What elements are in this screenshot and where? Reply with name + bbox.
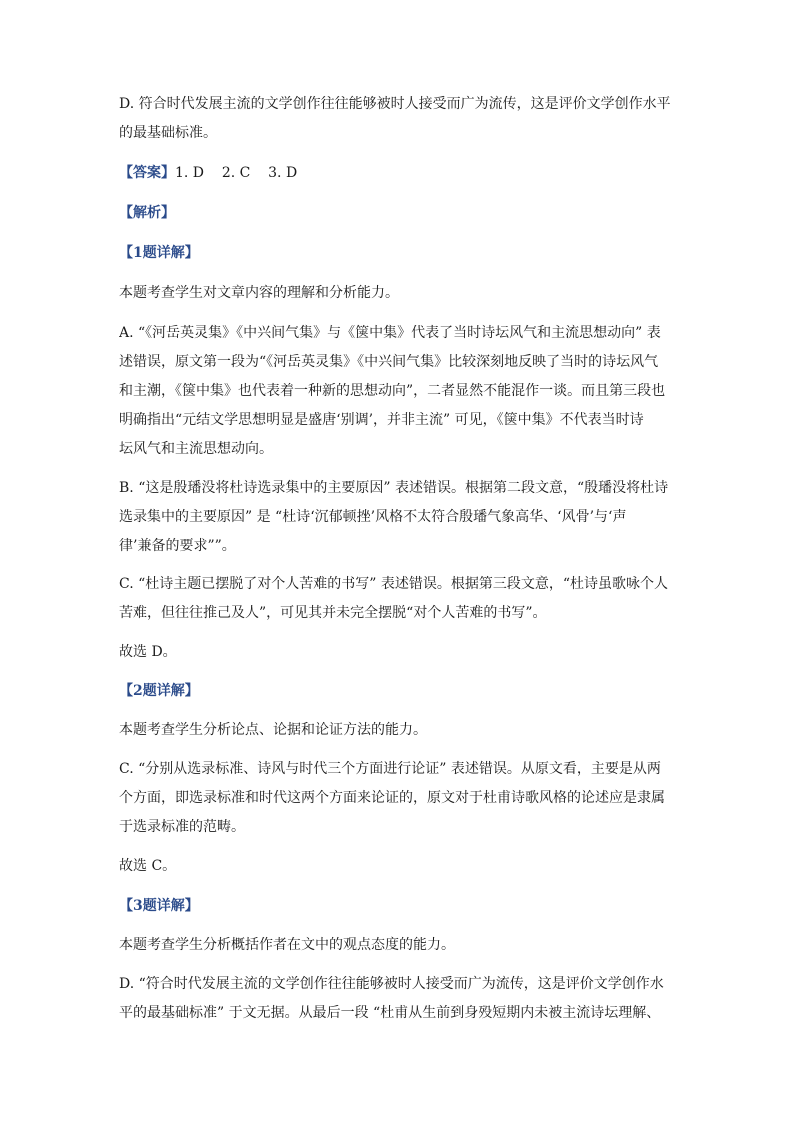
question-3-option-d-line: D. “符合时代发展主流的文学创作往往能够被时人接受而广为流传，这是评价文学创作水 (119, 976, 664, 992)
option-a-line: 和主潮，《箧中集》也代表着一种新的思想动向”，二者显然不能混作一谈。而且第三段也 (119, 383, 666, 399)
analysis-label: 【解析】 (119, 205, 175, 221)
question-3-heading: 【3题详解】 (119, 898, 199, 914)
paragraph-line: D. 符合时代发展主流的文学创作往往能够被时人接受而广为流传，这是评价文学创作水平 (119, 96, 671, 112)
option-b-line: 选录集中的主要原因” 是 “杜诗‘沉郁顿挫’风格不太符合殷璠气象高华、‘风骨’与‘声 (119, 509, 627, 525)
option-a-line: 明确指出“元结文学思想明显是盛唐‘别调’，并非主流” 可见，《箧中集》不代表当时诗 (119, 412, 644, 428)
option-b-line: 律’兼备的要求””。 (119, 538, 236, 554)
question-2-option-c-line: 于选录标准的范畴。 (119, 819, 245, 835)
question-2-choice: 故选 C。 (119, 858, 177, 874)
question-3-intro: 本题考查学生分析概括作者在文中的观点态度的能力。 (119, 937, 455, 953)
option-a-line: 述错误，原文第一段为“《河岳英灵集》《中兴间气集》比较深刻地反映了当时的诗坛风气 (119, 354, 659, 370)
answer-line (119, 159, 679, 188)
answer-values: 1. D 2. C 3. D (175, 165, 298, 181)
option-c-line: C. “杜诗主题已摆脱了对个人苦难的书写” 表述错误。根据第三段文意，“杜诗虽歌咏个人 (119, 576, 669, 592)
question-1-intro: 本题考查学生对文章内容的理解和分析能力。 (119, 285, 399, 301)
paragraph-line: 的最基础标准。 (119, 125, 217, 141)
question-3-option-d-line: 平的最基础标准” 于文无据。从最后一段 “杜甫从生前到身殁短期内未被主流诗坛理解、 (119, 1005, 661, 1021)
question-2-option-c-line: 个方面，即选录标准和时代这两个方面来论证的，原文对于杜甫诗歌风格的论述应是隶属 (119, 790, 665, 806)
option-a-line: A. “《河岳英灵集》《中兴间气集》与《箧中集》代表了当时诗坛风气和主流思想动向” 表 (119, 325, 661, 341)
question-2-intro: 本题考查学生分析论点、论据和论证方法的能力。 (119, 722, 427, 738)
question-1-choice: 故选 D。 (119, 644, 177, 660)
question-2-option-c-line: C. “分别从选录标准、诗风与时代三个方面进行论证” 表述错误。从原文看，主要是从两 (119, 761, 661, 777)
question-1-heading: 【1题详解】 (119, 245, 199, 261)
option-c-line: 苦难，但往往推己及人”，可见其并未完全摆脱“对个人苦难的书写”。 (119, 605, 547, 621)
question-2-heading: 【2题详解】 (119, 683, 199, 699)
option-b-line: B. “这是殷璠没将杜诗选录集中的主要原因” 表述错误。根据第二段文意，“殷璠没将杜诗 (119, 480, 669, 496)
option-a-line: 坛风气和主流思想动向。 (119, 441, 273, 457)
answer-label: 【答案】 (119, 165, 175, 181)
